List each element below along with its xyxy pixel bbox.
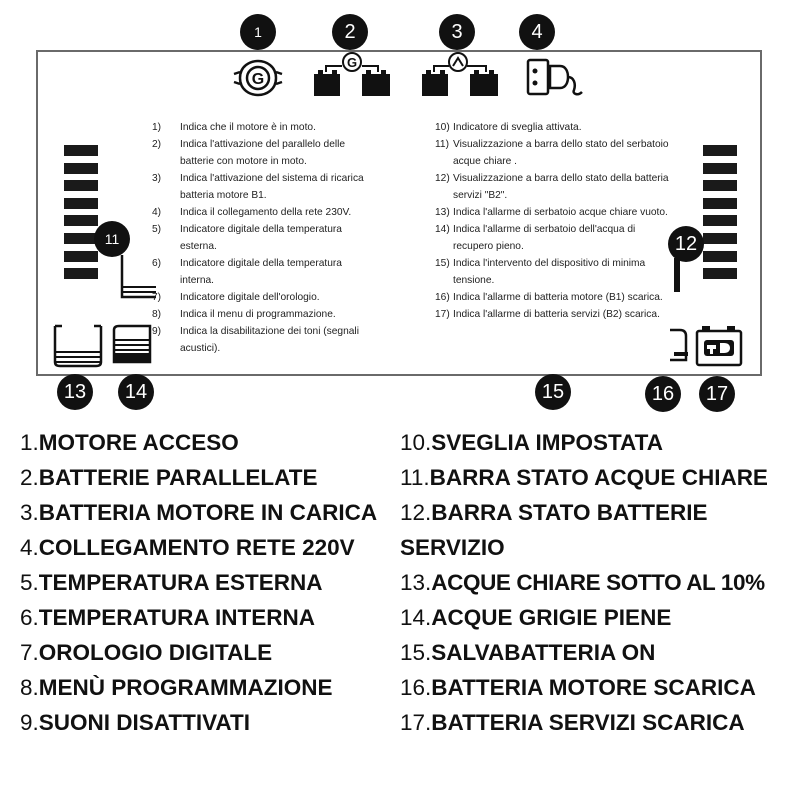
legend-item: [400, 635, 796, 670]
description-text: Indica il menu di programmazione.: [180, 309, 336, 320]
description-item: [435, 306, 675, 323]
description-number: 10): [435, 122, 450, 133]
description-number: 8): [152, 309, 162, 320]
legend-right: [400, 425, 796, 740]
battery-charging-icon: [420, 50, 500, 98]
level-bar: [64, 180, 98, 191]
legend-number: 4.: [20, 535, 39, 560]
legend-item: [20, 565, 390, 600]
description-item: [152, 289, 372, 306]
legend-text: SVEGLIA IMPOSTATA: [431, 430, 663, 455]
description-item: [435, 221, 675, 255]
description-number: 1): [152, 122, 162, 133]
legend-number: 14.: [400, 605, 432, 630]
legend-item: [400, 600, 796, 635]
level-bar: [64, 163, 98, 174]
description-number: 13): [435, 207, 450, 218]
description-number: 11): [435, 139, 449, 150]
level-bar: [703, 251, 737, 262]
grey-water-full-icon: [110, 322, 154, 368]
description-item: [152, 170, 372, 204]
badge-12: 12: [668, 226, 704, 262]
level-bar: [64, 215, 98, 226]
legend-item: [400, 460, 796, 495]
legend-text: BATTERIE PARALLELATE: [38, 465, 318, 490]
description-right: [435, 119, 675, 323]
description-item: [435, 204, 675, 221]
description-text: Indicatore digitale della temperatura esterna.: [180, 224, 342, 252]
legend-text: MENÙ PROGRAMMAZIONE: [38, 675, 333, 700]
description-text: Indica l'attivazione del parallelo delle batterie con motore in moto.: [180, 139, 346, 167]
service-battery-low-icon: [694, 324, 744, 368]
legend-number: 6.: [20, 605, 39, 630]
description-number: 17): [435, 309, 450, 320]
level-bar: [64, 268, 98, 279]
description-text: Indica l'attivazione del sistema di ricarica batteria motore B1.: [180, 173, 364, 201]
legend-number: 2.: [20, 465, 39, 490]
legend-text: COLLEGAMENTO RETE 220V: [38, 535, 355, 560]
legend-item: [20, 495, 390, 530]
legend-item: [400, 425, 796, 460]
description-number: 3): [152, 173, 162, 184]
description-item: [152, 221, 372, 255]
description-item: [152, 204, 372, 221]
generator-icon: [232, 58, 284, 98]
legend-text: SALVABATTERIA ON: [431, 640, 656, 665]
description-item: [152, 323, 372, 357]
description-text: Indica la disabilitazione dei toni (segnali acustici).: [180, 326, 359, 354]
badge-15: 15: [535, 374, 571, 410]
description-number: 4): [152, 207, 162, 218]
legend-text: BATTERIA MOTORE SCARICA: [431, 675, 756, 700]
legend-number: 17.: [400, 710, 432, 735]
level-bar: [703, 215, 737, 226]
description-text: Indica l'allarme di batteria servizi (B2) scarica.: [453, 309, 660, 320]
legend-text: BARRA STATO BATTERIE SERVIZIO: [400, 500, 708, 560]
legend-number: 9.: [20, 710, 39, 735]
level-bar: [703, 163, 737, 174]
legend-number: 7.: [20, 640, 39, 665]
description-number: 12): [435, 173, 450, 184]
level-bar: [703, 233, 737, 244]
description-number: 15): [435, 258, 450, 269]
legend-text: TEMPERATURA ESTERNA: [38, 570, 323, 595]
description-item: [435, 170, 675, 204]
legend-number: 8.: [20, 675, 39, 700]
description-item: [435, 136, 675, 170]
service-battery-level-bars: [703, 145, 737, 286]
legend-text: ACQUE GRIGIE PIENE: [431, 605, 672, 630]
legend-item: [20, 530, 390, 565]
clear-water-level-bars: [64, 145, 98, 286]
description-number: 7): [152, 292, 162, 303]
plug-icon: [526, 58, 584, 98]
legend-text: OROLOGIO DIGITALE: [38, 640, 273, 665]
legend-number: 13.: [400, 570, 432, 595]
legend-text: BATTERIA MOTORE IN CARICA: [38, 500, 378, 525]
legend-text: BATTERIA SERVIZI SCARICA: [431, 710, 745, 735]
legend-item: [400, 670, 796, 705]
badge-4: 4: [519, 14, 555, 50]
legend-number: 12.: [400, 500, 432, 525]
description-item: [152, 119, 372, 136]
legend-number: 3.: [20, 500, 39, 525]
legend-item: [20, 670, 390, 705]
legend-item: [20, 600, 390, 635]
legend-item: [20, 425, 390, 460]
description-number: 16): [435, 292, 450, 303]
badge-2: 2: [332, 14, 368, 50]
legend-item: [400, 565, 796, 600]
level-bar: [703, 198, 737, 209]
svg-text:G: G: [346, 55, 358, 70]
description-text: Indicatore digitale dell'orologio.: [180, 292, 320, 303]
description-number: 5): [152, 224, 162, 235]
legend-text: ACQUE CHIARE SOTTO AL 10%: [431, 570, 765, 595]
badge-14: 14: [118, 374, 154, 410]
engine-battery-low-icon: [668, 326, 692, 366]
badge-1: 1: [240, 14, 276, 50]
badge-13: 13: [57, 374, 93, 410]
description-text: Visualizzazione a barra dello stato della batteria servizi "B2".: [453, 173, 669, 201]
level-bar: [703, 180, 737, 191]
description-text: Indica l'intervento del dispositivo di minima tensione.: [453, 258, 646, 286]
description-number: 14): [435, 224, 450, 235]
legend-text: TEMPERATURA INTERNA: [38, 605, 316, 630]
level-bar: [64, 251, 98, 262]
legend-item: [400, 705, 796, 740]
description-item: [152, 306, 372, 323]
description-item: [435, 119, 675, 136]
description-left: [152, 119, 372, 357]
level-bar: [64, 198, 98, 209]
level-bar: [703, 145, 737, 156]
description-number: 9): [152, 326, 162, 337]
level-bar: [703, 268, 737, 279]
description-text: Indicatore digitale della temperatura interna.: [180, 258, 342, 286]
legend-number: 11.: [400, 465, 430, 490]
legend-item: [400, 495, 796, 565]
legend-item: [20, 460, 390, 495]
legend-left: [20, 425, 390, 740]
description-item: [152, 136, 372, 170]
level-bar: [64, 145, 98, 156]
legend-text: MOTORE ACCESO: [38, 430, 239, 455]
description-number: 6): [152, 258, 162, 269]
svg-text:G: G: [251, 71, 265, 88]
legend-item: [20, 635, 390, 670]
description-text: Indica l'allarme di serbatoio acque chiare vuoto.: [453, 207, 668, 218]
clear-water-low-icon: [52, 322, 104, 368]
description-text: Visualizzazione a barra dello stato del serbatoio acque chiare .: [453, 139, 669, 167]
description-item: [152, 255, 372, 289]
legend-number: 10.: [400, 430, 432, 455]
description-item: [435, 289, 675, 306]
legend-number: 1.: [20, 430, 39, 455]
description-item: [435, 255, 675, 289]
badge-16: 16: [645, 376, 681, 412]
badge-17: 17: [699, 376, 735, 412]
legend-number: 16.: [400, 675, 432, 700]
description-text: Indica l'allarme di batteria motore (B1) scarica.: [453, 292, 663, 303]
parallel-batteries-icon: [312, 50, 392, 98]
level-bar: [64, 233, 98, 244]
badge-11: 11: [94, 221, 130, 257]
badge-3: 3: [439, 14, 475, 50]
description-text: Indica che il motore è in moto.: [180, 122, 316, 133]
description-text: Indica il collegamento della rete 230V.: [180, 207, 352, 218]
legend-text: SUONI DISATTIVATI: [38, 710, 251, 735]
description-text: Indicatore di sveglia attivata.: [453, 122, 582, 133]
legend-item: [20, 705, 390, 740]
legend-number: 15.: [400, 640, 432, 665]
legend-text: BARRA STATO ACQUE CHIARE: [429, 465, 768, 490]
legend-number: 5.: [20, 570, 39, 595]
description-number: 2): [152, 139, 162, 150]
description-text: Indica l'allarme di serbatoio dell'acqua di recupero pieno.: [453, 224, 636, 252]
